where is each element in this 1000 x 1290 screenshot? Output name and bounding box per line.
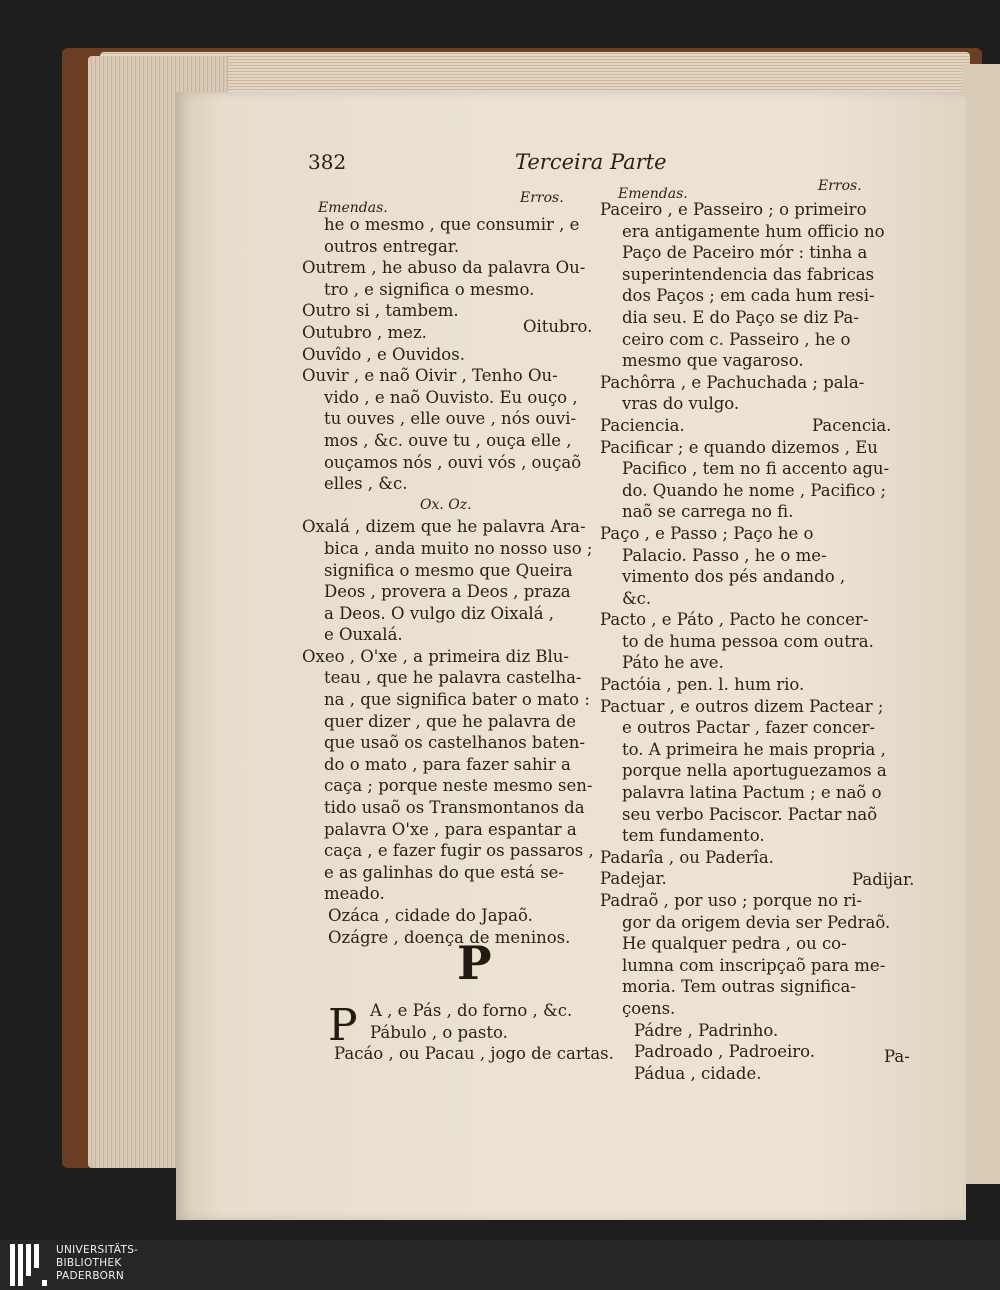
text-line: Pacto , e Páto , Pacto he concer- [600,610,869,630]
text-line: palavra O'xe , para espantar a [324,819,577,839]
right-col-head-emendas: Emendas. [618,186,688,202]
text-line: to. A primeira he mais propria , [622,739,886,759]
text-line: Padroado , Padroeiro. [634,1042,816,1062]
erros-note-padijar: Padijar. [852,870,915,889]
right-column-text [600,199,890,1084]
text-line: significa o mesmo que Queira [324,560,573,580]
running-title: Terceira Parte [515,150,667,174]
text-line: Padejar. [600,869,667,889]
text-line: Pactuar , e outros dizem Pactear ; [600,696,884,716]
text-line: a Deos. O vulgo diz Oixalá , [324,603,555,623]
text-line: Deos , provera a Deos , praza [324,582,571,602]
text-line: do. Quando he nome , Pacifico ; [622,480,887,500]
text-line: Pachôrra , e Pachuchada ; pala- [600,372,865,392]
text-line: Ouvîdo , e Ouvidos. [302,344,465,364]
text-line: He qualquer pedra , ou co- [622,934,847,954]
library-name [56,1244,138,1283]
text-line: he o mesmo , que consumir , e [324,215,580,234]
text-line: gor da origem devia ser Pedraõ. [622,912,891,932]
text-line: Paço , e Passo ; Paço he o [600,523,814,543]
text-line: e Ouxalá. [324,625,403,645]
text-line: outros entregar. [324,236,460,256]
drop-cap: P [328,1000,358,1051]
text-line: Pábulo , o pasto. [370,1022,508,1042]
library-name-line: BIBLIOTHEK [56,1257,122,1269]
text-line: caça ; porque neste mesmo sen- [324,776,593,796]
left-col-head-emendas: Emendas. [318,200,388,216]
text-line: çoens. [622,998,676,1018]
facing-page-edge [962,64,1000,1184]
text-line: Paço de Paceiro mór : tinha a [622,243,868,263]
text-line: Oxeo , O'xe , a primeira diz Blu- [302,646,569,666]
left-col-head-erros: Erros. [520,190,564,206]
text-line: Pacificar ; e quando dizemos , Eu [600,437,878,457]
text-line: Paceiro , e Passeiro ; o primeiro [600,200,867,219]
text-line: elles , &c. [324,474,408,494]
library-logo-icon [10,1244,48,1286]
text-line: Ozáca , cidade do Japaõ. [328,906,533,925]
text-line: do o mato , para fazer sahir a [324,754,571,774]
text-line: Padarîa , ou Paderîa. [600,847,774,867]
text-line: Padraõ , por uso ; porque no ri- [600,891,862,910]
text-line: tu ouves , elle ouve , nós ouvi- [324,409,577,429]
text-line: superintendencia das fabricas [622,264,875,284]
text-line: vimento dos pés andando , [622,567,846,587]
text-line: Ozágre , doença de meninos. [328,927,571,947]
text-line: e as galinhas do que está se- [324,862,565,882]
text-line: moria. Tem outras significa- [622,977,856,997]
text-line: Outubro , mez. [302,322,427,342]
catchword: Pa- [884,1047,910,1066]
text-line: tro , e significa o mesmo. [324,279,535,299]
text-line: palavra latina Pactum ; e naõ o [622,783,882,803]
text-line: e outros Pactar , fazer concer- [622,718,876,738]
text-line: teau , que he palavra castelha- [324,668,582,688]
erros-note-pacencia: Pacencia. [812,416,892,435]
text-line: mesmo que vagaroso. [622,351,804,371]
text-line: Pactóia , pen. l. hum rio. [600,675,805,695]
text-line: Páto he ave. [622,653,724,673]
page-edges-top [100,52,970,92]
text-line: Palacio. Passo , he o me- [622,545,827,565]
text-line: Pádre , Padrinho. [634,1020,779,1040]
text-line: na , que significa bater o mato : [324,690,590,710]
page-number: 382 [308,150,347,174]
text-line: ouçamos nós , ouvi vós , ouçaõ [324,452,582,472]
text-line: Ouvir , e naõ Oivir , Tenho Ou- [302,366,558,386]
erros-note-oitubro: Oitubro. [523,317,593,336]
text-line: Pacáo , ou Pacau , jogo de cartas. [334,1044,614,1063]
text-line: era antigamente hum officio no [622,221,885,241]
text-line: seu verbo Paciscor. Pactar naõ [622,804,878,824]
text-line: tem fundamento. [622,826,765,846]
text-line: vras do vulgo. [622,394,740,414]
text-line: lumna com inscripçaõ para me- [622,955,886,975]
library-name-line: PADERBORN [56,1270,124,1282]
text-line: ceiro com c. Passeiro , he o [622,329,851,349]
text-line: Pacifico , tem no fi accento agu- [622,459,890,479]
text-line: dos Paços ; em cada hum resi- [622,286,875,306]
library-footer [0,1240,1000,1290]
text-line: mos , &c. ouve tu , ouça elle , [324,430,572,450]
text-line: &c. [622,588,652,608]
text-line: que usaõ os castelhanos baten- [324,733,585,753]
text-line: caça , e fazer fugir os passaros , [324,841,594,861]
text-line: A , e Pás , do forno , &c. [370,1001,573,1020]
text-line: to de huma pessoa com outra. [622,631,874,651]
text-line: Paciencia. [600,415,685,435]
text-line: naõ se carrega no fi. [622,502,794,522]
right-col-head-erros: Erros. [818,178,862,194]
text-line: Pádua , cidade. [634,1063,762,1083]
text-line: meado. [324,884,385,904]
text-line: Outrem , he abuso da palavra Ou- [302,258,586,278]
section-heading-ox-oz: Ox. Oz. [420,496,472,513]
library-name-line: UNIVERSITÄTS- [56,1244,139,1256]
text-line: Outro si , tambem. [302,301,459,321]
text-line: tido usaõ os Transmontanos da [324,798,585,818]
text-line: porque nella aportuguezamos a [622,761,887,781]
p-entries [370,1000,572,1043]
text-line: quer dizer , que he palavra de [324,711,576,731]
section-letter: P [457,936,492,990]
text-line: dia seu. E do Paço se diz Pa- [622,307,859,327]
text-line: bica , anda muito no nosso uso ; [324,538,593,558]
text-line: Oxalá , dizem que he palavra Ara- [302,517,586,537]
text-line: vido , e naõ Ouvisto. Eu ouço , [324,387,578,407]
